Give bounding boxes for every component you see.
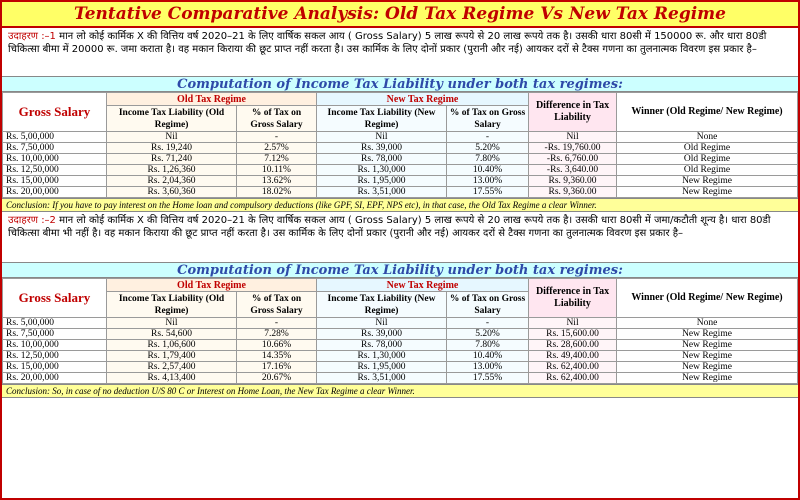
cell-new-liability: Rs. 1,95,000 [317, 362, 447, 373]
cell-gross-salary: Rs. 15,00,000 [3, 176, 107, 187]
example-1 [2, 28, 798, 76]
cell-gross-salary: Rs. 12,50,000 [3, 165, 107, 176]
cell-new-liability: Rs. 1,30,000 [317, 351, 447, 362]
table-row [3, 154, 798, 165]
cell-old-percent: - [237, 132, 317, 143]
cell-old-liability: Rs. 19,240 [107, 143, 237, 154]
computation-title-2: Computation of Income Tax Liability under both tax regimes: [2, 262, 798, 278]
table-row [3, 143, 798, 154]
tax-table-1 [2, 92, 798, 198]
cell-new-liability: Nil [317, 132, 447, 143]
cell-old-percent: 7.28% [237, 329, 317, 340]
table-row [3, 340, 798, 351]
header-old-percent: % of Tax on Gross Salary [237, 106, 317, 132]
cell-difference: -Rs. 19,760.00 [529, 143, 617, 154]
cell-new-percent: 13.00% [447, 362, 529, 373]
cell-new-liability: Rs. 3,51,000 [317, 373, 447, 384]
example-2 [2, 212, 798, 262]
header-gross-salary: Gross Salary [3, 279, 107, 318]
table-row [3, 329, 798, 340]
cell-old-percent: - [237, 318, 317, 329]
cell-new-liability: Nil [317, 318, 447, 329]
cell-new-percent: 5.20% [447, 329, 529, 340]
cell-new-liability: Rs. 39,000 [317, 329, 447, 340]
cell-new-percent: 17.55% [447, 187, 529, 198]
header-old-regime: Old Tax Regime [107, 93, 317, 106]
cell-winner: New Regime [617, 362, 798, 373]
cell-difference: Rs. 62,400.00 [529, 362, 617, 373]
cell-new-liability: Rs. 78,000 [317, 340, 447, 351]
cell-old-liability: Rs. 4,13,400 [107, 373, 237, 384]
cell-winner: New Regime [617, 176, 798, 187]
document-title: Tentative Comparative Analysis: Old Tax Regime Vs New Tax Regime [2, 2, 798, 28]
example-1-label: उदाहरण :–1 [8, 31, 56, 42]
cell-new-percent: 10.40% [447, 351, 529, 362]
cell-new-percent: - [447, 318, 529, 329]
cell-old-liability: Nil [107, 132, 237, 143]
cell-gross-salary: Rs. 12,50,000 [3, 351, 107, 362]
cell-gross-salary: Rs. 10,00,000 [3, 154, 107, 165]
cell-winner: New Regime [617, 340, 798, 351]
header-new-liability: Income Tax Liability (New Regime) [317, 292, 447, 318]
cell-difference: -Rs. 3,640.00 [529, 165, 617, 176]
cell-old-percent: 10.66% [237, 340, 317, 351]
cell-winner: New Regime [617, 329, 798, 340]
cell-difference: -Rs. 6,760.00 [529, 154, 617, 165]
table-row [3, 165, 798, 176]
cell-difference: Rs. 62,400.00 [529, 373, 617, 384]
cell-difference: Rs. 49,400.00 [529, 351, 617, 362]
cell-new-percent: 17.55% [447, 373, 529, 384]
cell-old-liability: Rs. 1,26,360 [107, 165, 237, 176]
cell-winner: Old Regime [617, 165, 798, 176]
cell-gross-salary: Rs. 7,50,000 [3, 143, 107, 154]
cell-difference: Rs. 15,600.00 [529, 329, 617, 340]
cell-old-liability: Rs. 71,240 [107, 154, 237, 165]
cell-new-percent: 5.20% [447, 143, 529, 154]
table-row [3, 362, 798, 373]
cell-new-liability: Rs. 3,51,000 [317, 187, 447, 198]
cell-difference: Rs. 9,360.00 [529, 187, 617, 198]
cell-old-percent: 2.57% [237, 143, 317, 154]
cell-difference: Rs. 28,600.00 [529, 340, 617, 351]
conclusion-1: Conclusion: If you have to pay interest on the Home loan and compulsory deductions (like GPF, SI, EPF, NPS etc), in that case, the Old Tax Regime a clear Winner. [2, 198, 798, 212]
cell-new-percent: 7.80% [447, 340, 529, 351]
cell-old-liability: Rs. 1,06,600 [107, 340, 237, 351]
header-new-percent: % of Tax on Gross Salary [447, 292, 529, 318]
cell-new-percent: 7.80% [447, 154, 529, 165]
cell-new-liability: Rs. 1,30,000 [317, 165, 447, 176]
example-2-label: उदाहरण :–2 [8, 215, 56, 226]
cell-old-liability: Rs. 2,04,360 [107, 176, 237, 187]
conclusion-2: Conclusion: So, in case of no deduction U/S 80 C or Interest on Home Loan, the New Tax Regime a clear Winner. [2, 384, 798, 398]
cell-difference: Rs. 9,360.00 [529, 176, 617, 187]
header-old-liability: Income Tax Liability (Old Regime) [107, 292, 237, 318]
cell-gross-salary: Rs. 5,00,000 [3, 132, 107, 143]
computation-title-1: Computation of Income Tax Liability under both tax regimes: [2, 76, 798, 92]
cell-winner: New Regime [617, 187, 798, 198]
table-row [3, 176, 798, 187]
example-1-text: मान लो कोई कार्मिक X की वित्तिय वर्ष 2020–21 के लिए वार्षिक सकल आय ( Gross Salary) 5 लाख रूपये से 20 लाख रूपये तक है। उसकी धारा 80सी में 150000 रू. और धारा 80डी चिकित्सा बीमा में 20000 रू. जमा कराता है। वह मकान किराया की छूट प्राप्त नहीं करता है। उस कार्मिक के लिए दोनों प्रकार (पुरानी और नई) आयकर दरों से टैक्स गणना का तुलनात्मक विवरण इस प्रकार है– [8, 31, 767, 55]
cell-old-liability: Rs. 2,57,400 [107, 362, 237, 373]
cell-winner: New Regime [617, 351, 798, 362]
cell-old-percent: 7.12% [237, 154, 317, 165]
header-old-percent: % of Tax on Gross Salary [237, 292, 317, 318]
cell-old-liability: Rs. 1,79,400 [107, 351, 237, 362]
table-row [3, 187, 798, 198]
header-new-regime: New Tax Regime [317, 93, 529, 106]
header-new-percent: % of Tax on Gross Salary [447, 106, 529, 132]
cell-old-liability: Rs. 54,600 [107, 329, 237, 340]
cell-old-percent: 14.35% [237, 351, 317, 362]
header-gross-salary: Gross Salary [3, 93, 107, 132]
header-old-liability: Income Tax Liability (Old Regime) [107, 106, 237, 132]
cell-gross-salary: Rs. 10,00,000 [3, 340, 107, 351]
header-winner: Winner (Old Regime/ New Regime) [617, 93, 798, 132]
cell-difference: Nil [529, 318, 617, 329]
cell-new-liability: Rs. 39,000 [317, 143, 447, 154]
example-2-text: मान लो कोई कार्मिक X की वित्तिय वर्ष 2020–21 के लिए वार्षिक सकल आय ( Gross Salary) 5 लाख रूपये से 20 लाख रूपये तक है। उसकी धारा 80सी में जमा/कटौती शून्य है। धारा 80डी चिकित्सा बीमा भी नहीं है। वह मकान किराया की छूट प्राप्त नहीं करता है। उस कार्मिक के लिए दोनों प्रकार (पुरानी और नई) आयकर दरों से टैक्स गणना का तुलनात्मक विवरण इस प्रकार है– [8, 215, 771, 239]
table-row [3, 318, 798, 329]
cell-old-liability: Nil [107, 318, 237, 329]
header-difference: Difference in Tax Liability [529, 279, 617, 318]
cell-new-percent: 13.00% [447, 176, 529, 187]
cell-old-percent: 10.11% [237, 165, 317, 176]
cell-old-percent: 17.16% [237, 362, 317, 373]
cell-old-percent: 20.67% [237, 373, 317, 384]
cell-old-liability: Rs. 3,60,360 [107, 187, 237, 198]
cell-gross-salary: Rs. 15,00,000 [3, 362, 107, 373]
cell-old-percent: 13.62% [237, 176, 317, 187]
cell-gross-salary: Rs. 20,00,000 [3, 187, 107, 198]
table-row [3, 373, 798, 384]
cell-new-liability: Rs. 1,95,000 [317, 176, 447, 187]
tax-table-2 [2, 278, 798, 384]
header-new-liability: Income Tax Liability (New Regime) [317, 106, 447, 132]
header-old-regime: Old Tax Regime [107, 279, 317, 292]
cell-new-percent: - [447, 132, 529, 143]
cell-winner: None [617, 132, 798, 143]
cell-difference: Nil [529, 132, 617, 143]
cell-gross-salary: Rs. 20,00,000 [3, 373, 107, 384]
header-new-regime: New Tax Regime [317, 279, 529, 292]
cell-winner: None [617, 318, 798, 329]
cell-old-percent: 18.02% [237, 187, 317, 198]
cell-winner: Old Regime [617, 143, 798, 154]
cell-gross-salary: Rs. 7,50,000 [3, 329, 107, 340]
table-row [3, 132, 798, 143]
cell-new-liability: Rs. 78,000 [317, 154, 447, 165]
cell-winner: Old Regime [617, 154, 798, 165]
cell-winner: New Regime [617, 373, 798, 384]
table-row [3, 351, 798, 362]
header-difference: Difference in Tax Liability [529, 93, 617, 132]
cell-new-percent: 10.40% [447, 165, 529, 176]
header-winner: Winner (Old Regime/ New Regime) [617, 279, 798, 318]
cell-gross-salary: Rs. 5,00,000 [3, 318, 107, 329]
